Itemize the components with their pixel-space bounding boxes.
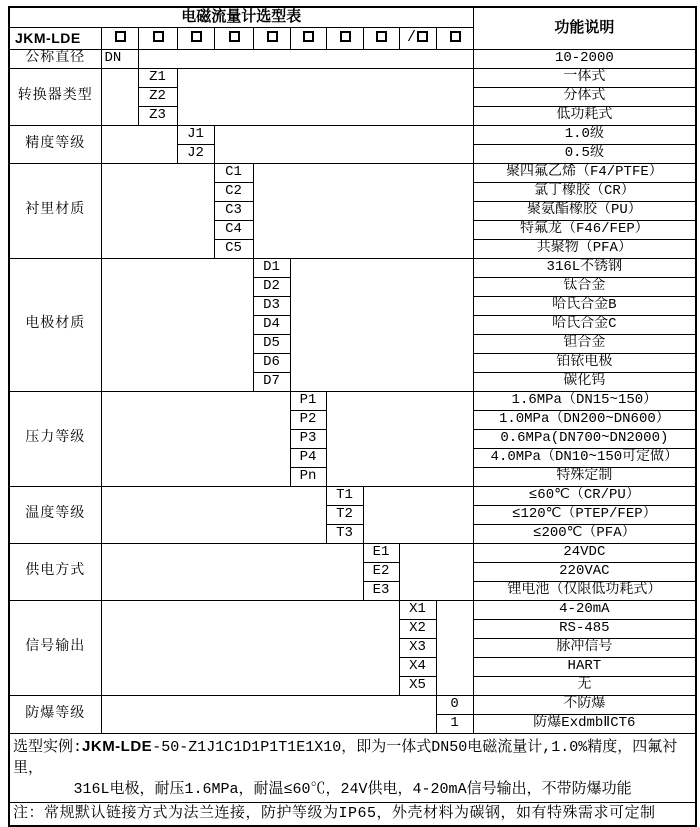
spec-code: X2 <box>399 619 436 638</box>
spec-code: P2 <box>290 410 326 429</box>
spec-value: 4-20mA <box>473 600 696 619</box>
checkbox-icon <box>303 31 314 42</box>
empty-cell <box>101 68 138 125</box>
spec-code: Pn <box>290 467 326 486</box>
spec-value: ≤60℃（CR/PU） <box>473 486 696 505</box>
empty-cell <box>101 125 177 163</box>
spec-value: 氯丁橡胶（CR） <box>473 182 696 201</box>
empty-cell <box>101 258 253 391</box>
spec-value: 24VDC <box>473 543 696 562</box>
function-description-header: 功能说明 <box>473 7 696 49</box>
spec-value: 哈氏合金B <box>473 296 696 315</box>
spec-code: P4 <box>290 448 326 467</box>
spec-value: 10-2000 <box>473 49 696 68</box>
spec-value: 低功耗式 <box>473 106 696 125</box>
spec-code: X4 <box>399 657 436 676</box>
empty-cell <box>290 258 473 391</box>
empty-cell <box>436 600 473 695</box>
spec-value: 一体式 <box>473 68 696 87</box>
example-line2: 316L电极，耐压1.6MPa，耐温≤60℃，24V供电，4-20mA信号输出，不带防爆功能 <box>73 780 632 798</box>
spec-code: E3 <box>363 581 399 600</box>
model-code-slot <box>253 27 290 49</box>
spec-code: C2 <box>214 182 253 201</box>
checkbox-icon <box>340 31 351 42</box>
spec-value: 不防爆 <box>473 695 696 714</box>
spec-value: 特殊定制 <box>473 467 696 486</box>
spec-code: D1 <box>253 258 290 277</box>
model-code-slot <box>290 27 326 49</box>
checkbox-icon <box>267 31 278 42</box>
spec-category-label: 信号输出 <box>9 600 101 695</box>
spec-code: Z2 <box>138 87 177 106</box>
spec-code: 1 <box>436 714 473 733</box>
empty-cell <box>138 49 473 68</box>
spec-category-label: 转换器类型 <box>9 68 101 125</box>
spec-code: T3 <box>326 524 363 543</box>
spec-code: C3 <box>214 201 253 220</box>
spec-code: J2 <box>177 144 214 163</box>
spec-code: C1 <box>214 163 253 182</box>
model-code-slot <box>363 27 399 49</box>
spec-value: 分体式 <box>473 87 696 106</box>
spec-value: 1.0MPa（DN200~DN600） <box>473 410 696 429</box>
spec-value: 钽合金 <box>473 334 696 353</box>
example-line1 <box>13 736 692 779</box>
spec-code: D5 <box>253 334 290 353</box>
empty-cell <box>101 543 363 600</box>
model-code-slot <box>214 27 253 49</box>
spec-code: D6 <box>253 353 290 372</box>
checkbox-icon <box>450 31 461 42</box>
example-model: JKM-LDE <box>82 737 153 755</box>
model-code-slot <box>177 27 214 49</box>
slash-separator: / <box>406 29 416 46</box>
spec-value: 1.6MPa（DN15~150） <box>473 391 696 410</box>
spec-category-label: 温度等级 <box>9 486 101 543</box>
spec-value: 共聚物（PFA） <box>473 239 696 258</box>
empty-cell <box>177 68 473 125</box>
spec-value: ≤200℃（PFA） <box>473 524 696 543</box>
empty-cell <box>214 125 473 163</box>
empty-cell <box>326 391 473 486</box>
empty-cell <box>101 391 290 486</box>
model-code-slot <box>326 27 363 49</box>
spec-code: Z1 <box>138 68 177 87</box>
spec-value: 4.0MPa（DN10~150可定做） <box>473 448 696 467</box>
spec-code: D2 <box>253 277 290 296</box>
model-code-slot <box>399 27 436 49</box>
note-text: 注：常规默认链接方式为法兰连接，防护等级为IP65，外壳材料为碳钢，如有特殊需求可定制 <box>9 802 696 826</box>
checkbox-icon <box>229 31 240 42</box>
spec-value: 锂电池（仅限低功耗式） <box>473 581 696 600</box>
empty-cell <box>253 163 473 258</box>
spec-category-label: 精度等级 <box>9 125 101 163</box>
spec-code: X1 <box>399 600 436 619</box>
spec-code: T2 <box>326 505 363 524</box>
empty-cell <box>101 486 326 543</box>
model-code-slot <box>436 27 473 49</box>
spec-value: 聚氨酯橡胶（PU） <box>473 201 696 220</box>
spec-code: J1 <box>177 125 214 144</box>
spec-value: RS-485 <box>473 619 696 638</box>
spec-category-label: 压力等级 <box>9 391 101 486</box>
spec-value: 特氟龙（F46/FEP） <box>473 220 696 239</box>
spec-code: C5 <box>214 239 253 258</box>
example-label: 选型实例: <box>13 738 83 756</box>
spec-code: E2 <box>363 562 399 581</box>
empty-cell <box>399 543 473 600</box>
model-prefix: JKM-LDE <box>9 27 101 49</box>
empty-cell <box>101 695 436 733</box>
spec-category-label: 公称直径 <box>9 49 101 68</box>
checkbox-icon <box>115 31 126 42</box>
spec-category-label: 供电方式 <box>9 543 101 600</box>
empty-cell <box>101 600 399 695</box>
spec-code: X3 <box>399 638 436 657</box>
spec-value: 防爆ExdmbⅡCT6 <box>473 714 696 733</box>
spec-value: 0.5级 <box>473 144 696 163</box>
spec-code: 0 <box>436 695 473 714</box>
checkbox-icon <box>417 31 428 42</box>
spec-value: ≤120℃（PTEP/FEP） <box>473 505 696 524</box>
spec-value: 钛合金 <box>473 277 696 296</box>
model-code-slot <box>101 27 138 49</box>
spec-category-label: 衬里材质 <box>9 163 101 258</box>
spec-category-label: 电极材质 <box>9 258 101 391</box>
empty-cell <box>101 163 214 258</box>
spec-code: Z3 <box>138 106 177 125</box>
spec-value: 碳化钨 <box>473 372 696 391</box>
spec-code: D7 <box>253 372 290 391</box>
spec-value: 316L不锈钢 <box>473 258 696 277</box>
spec-value: 无 <box>473 676 696 695</box>
empty-cell <box>363 486 473 543</box>
spec-value: 铂铱电极 <box>473 353 696 372</box>
spec-code: C4 <box>214 220 253 239</box>
spec-value: 220VAC <box>473 562 696 581</box>
spec-code: P3 <box>290 429 326 448</box>
spec-value: 1.0级 <box>473 125 696 144</box>
spec-code: X5 <box>399 676 436 695</box>
checkbox-icon <box>191 31 202 42</box>
spec-code: E1 <box>363 543 399 562</box>
model-code-slot <box>138 27 177 49</box>
selection-table <box>8 6 697 827</box>
spec-value: 哈氏合金C <box>473 315 696 334</box>
spec-value: 脉冲信号 <box>473 638 696 657</box>
checkbox-icon <box>153 31 164 42</box>
example-code: -50-Z1J1C1D1P1T1E1X10，即为一体式DN50电磁流量计,1.0%精度，四氟衬里， <box>13 738 678 777</box>
spec-value: HART <box>473 657 696 676</box>
spec-code: P1 <box>290 391 326 410</box>
spec-value: 聚四氟乙烯（F4/PTFE） <box>473 163 696 182</box>
checkbox-icon <box>376 31 387 42</box>
spec-code: T1 <box>326 486 363 505</box>
spec-code: D3 <box>253 296 290 315</box>
table-title: 电磁流量计选型表 <box>9 7 473 27</box>
spec-category-label: 防爆等级 <box>9 695 101 733</box>
spec-code: DN <box>101 49 138 68</box>
spec-value: 0.6MPa(DN700~DN2000) <box>473 429 696 448</box>
selection-example <box>9 733 696 802</box>
spec-code: D4 <box>253 315 290 334</box>
